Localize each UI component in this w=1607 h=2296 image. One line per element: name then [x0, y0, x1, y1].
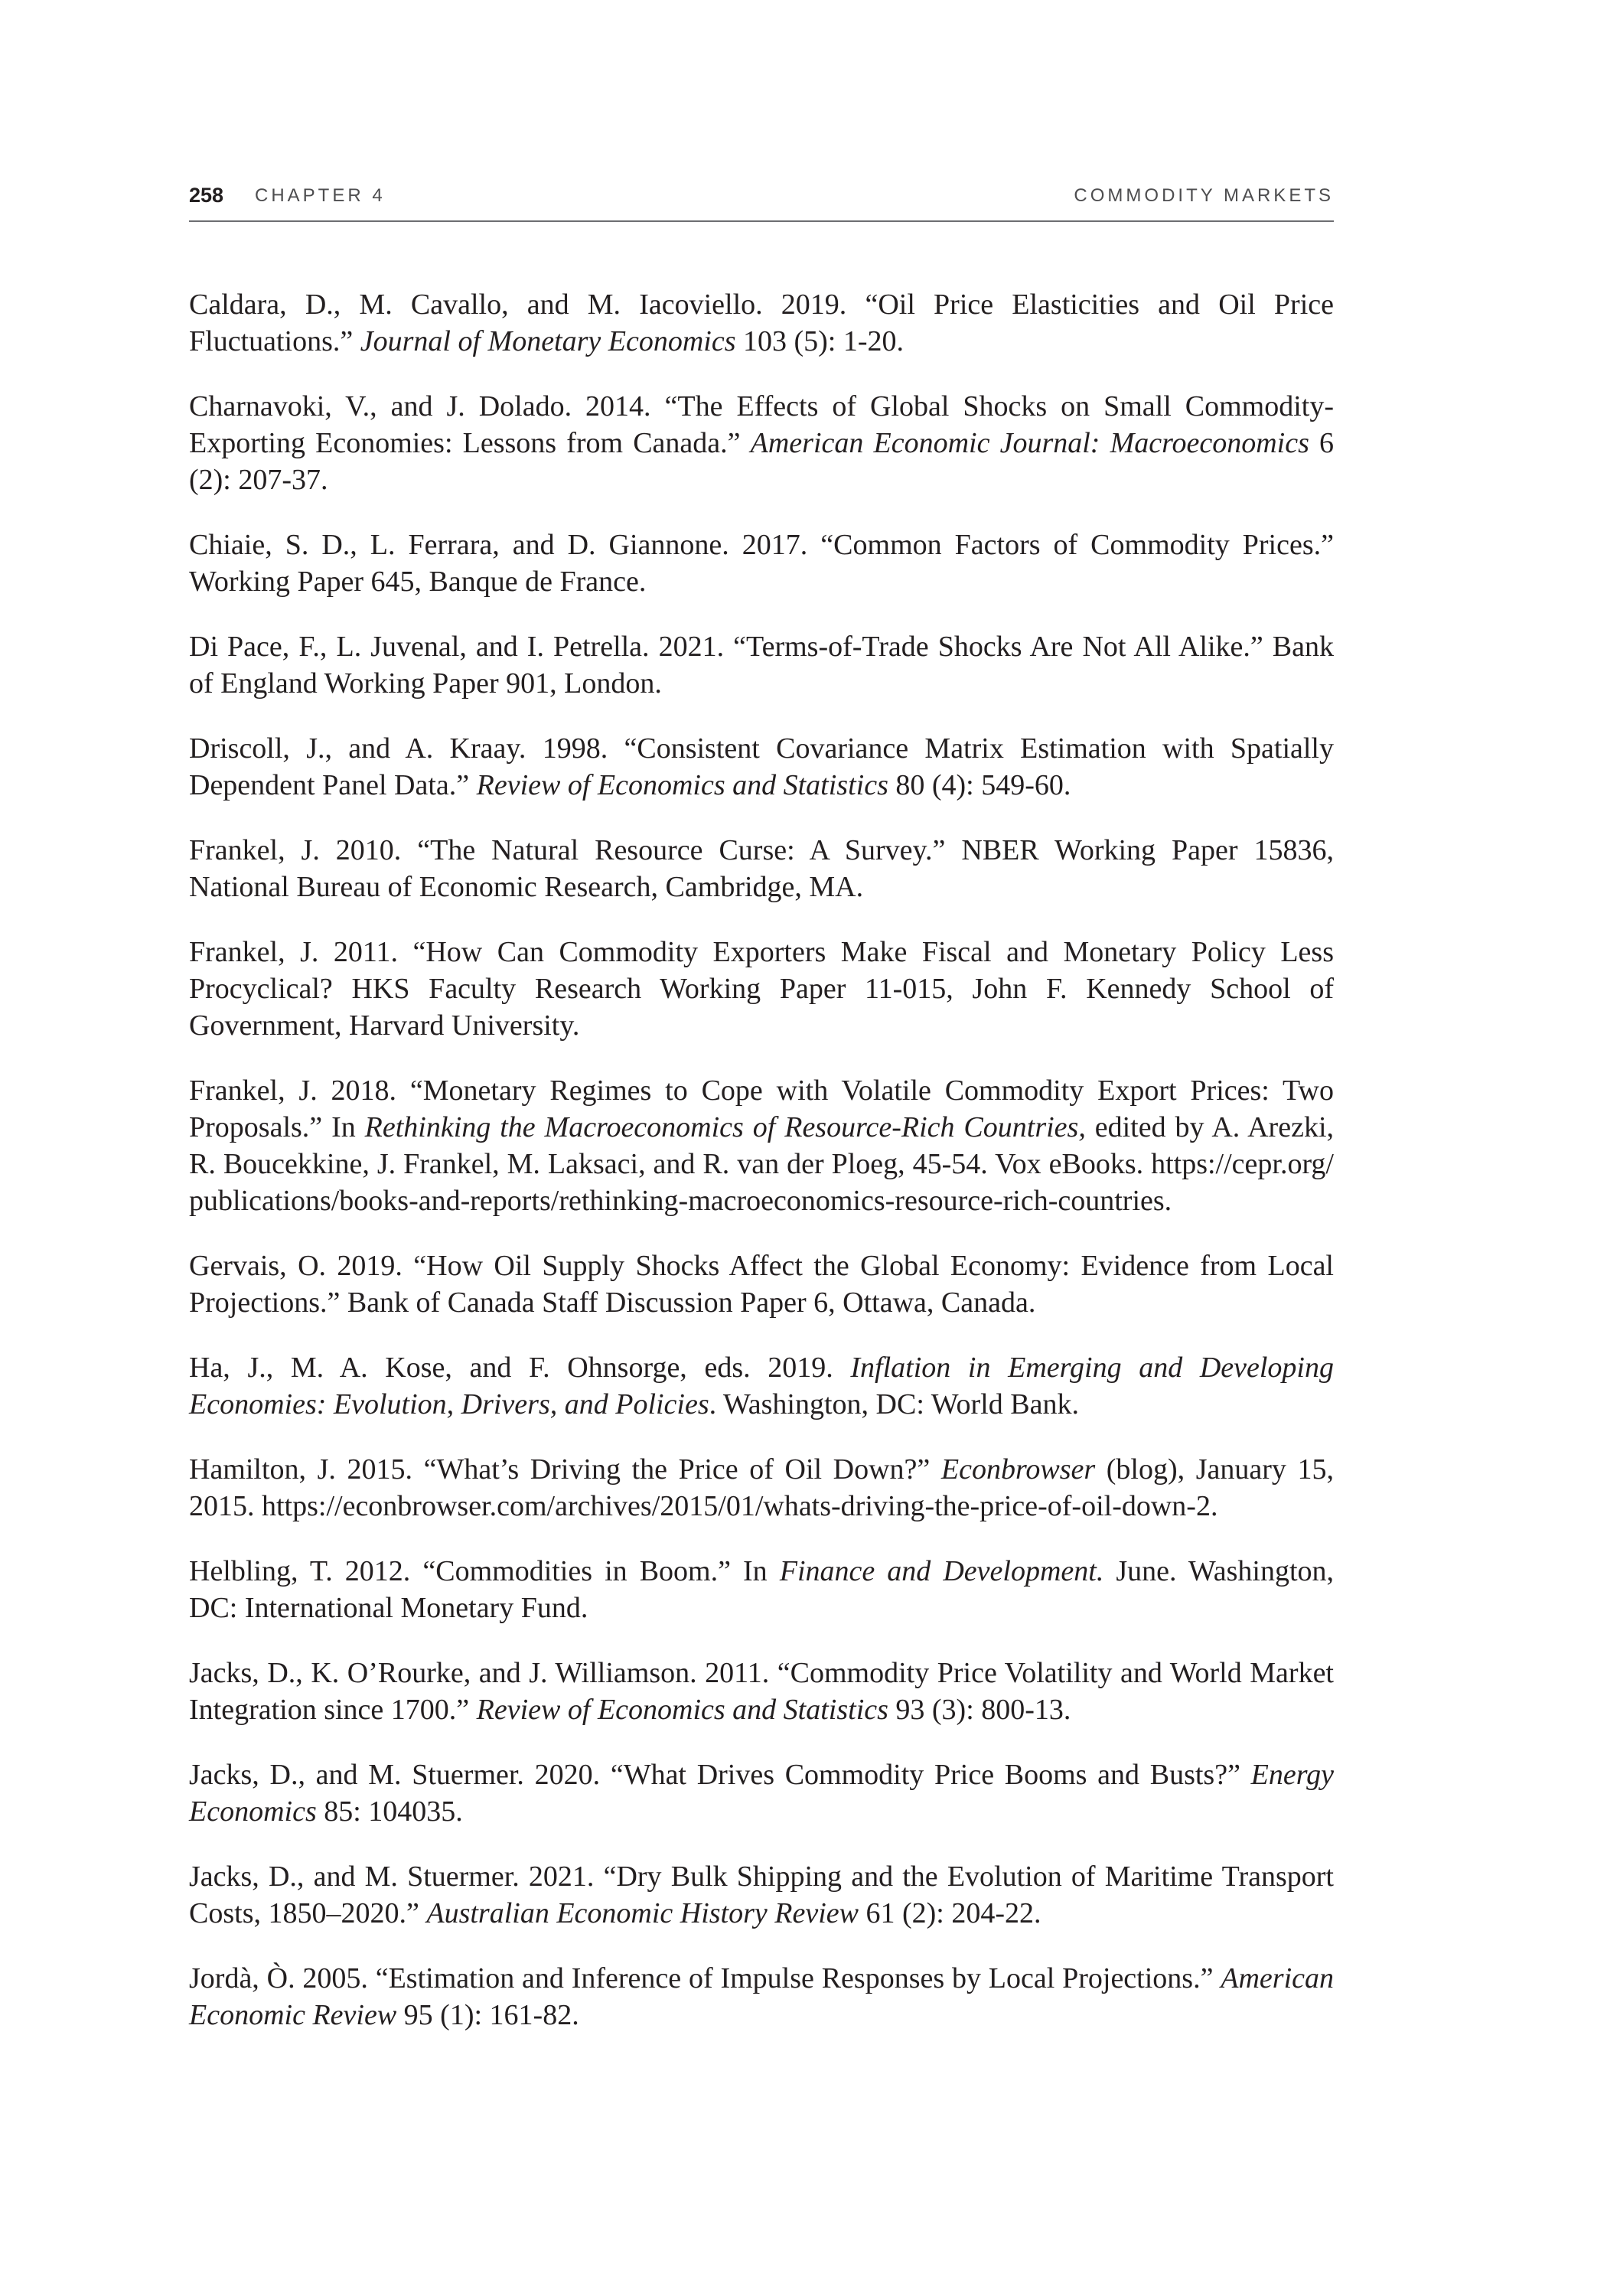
reference-entry [189, 934, 1334, 1044]
reference-text: Frankel, J. 2018. “Monetary Regimes to Cope with Volatile Commodity Export Prices: Two Proposals.” In [189, 1075, 1334, 1143]
reference-text: Frankel, J. 2011. “How Can Commodity Exporters Make Fiscal and Monetary Policy Less Procyclical? HKS Faculty Research Working Paper 11-015, John F. Kennedy School of Government, Harvard University. [189, 936, 1334, 1042]
reference-entry [189, 628, 1334, 702]
reference-details: 61 (2): 204-22. [858, 1897, 1041, 1929]
reference-journal: Review of Economics and Statistics [476, 1694, 888, 1726]
reference-text: Jordà, Ò. 2005. “Estimation and Inference of Impulse Responses by Local Projections.” [189, 1962, 1221, 1994]
reference-text: Helbling, T. 2012. “Commodities in Boom.” In [189, 1555, 780, 1587]
reference-details: . Washington, DC: World Bank. [709, 1388, 1079, 1420]
reference-journal: Review of Economics and Statistics [476, 769, 888, 801]
page-number: 258 [189, 184, 224, 207]
running-header [189, 182, 1334, 222]
reference-journal: American Economic Journal: Macroeconomics [750, 427, 1309, 459]
reference-entry [189, 1349, 1334, 1423]
reference-journal: Econbrowser [940, 1453, 1096, 1486]
reference-entry [189, 1756, 1334, 1830]
reference-details: 93 (3): 800-13. [888, 1694, 1071, 1726]
reference-text: Di Pace, F., L. Juvenal, and I. Petrella. 2021. “Terms-of-Trade Shocks Are Not All Alike.” Bank of England Working Paper 901, London. [189, 631, 1334, 700]
reference-list [189, 286, 1334, 2062]
reference-entry [189, 1655, 1334, 1728]
reference-entry [189, 286, 1334, 360]
reference-url[interactable]: https://econbrowser.com/archives/2015/01/whats-driving-the-price-of-oil-down-2. [262, 1490, 1218, 1522]
reference-entry [189, 388, 1334, 498]
reference-details: 103 (5): 1-20. [735, 325, 905, 357]
reference-entry [189, 1960, 1334, 2033]
reference-text: Jacks, D., and M. Stuermer. 2021. “Dry Bulk Shipping and the Evolution of Maritime Transport Costs, 1850–2020.” [189, 1861, 1334, 1929]
reference-details: edited by A. Arezki, R. Boucekkine, J. Frankel, M. Laksaci, and R. van der Ploeg, 45-54. Vox eBooks. [189, 1111, 1334, 1180]
reference-text: Driscoll, J., and A. Kraay. 1998. “Consistent Covariance Matrix Estimation with Spatially Dependent Panel Data.” [189, 732, 1334, 801]
reference-entry [189, 527, 1334, 600]
reference-journal: Rethinking the Macroeconomics of Resource-Rich Countries, [364, 1111, 1086, 1143]
reference-text: Gervais, O. 2019. “How Oil Supply Shocks Affect the Global Economy: Evidence from Local Projections.” Bank of Canada Staff Discussion Paper 6, Ottawa, Canada. [189, 1250, 1334, 1319]
reference-details: 85: 104035. [316, 1795, 463, 1828]
reference-text: Frankel, J. 2010. “The Natural Resource Curse: A Survey.” NBER Working Paper 15836, National Bureau of Economic Research, Cambridge, MA. [189, 834, 1334, 903]
reference-text: Ha, J., M. A. Kose, and F. Ohnsorge, eds. 2019. [189, 1352, 851, 1384]
section-label: COMMODITY MARKETS [1074, 185, 1334, 206]
reference-entry [189, 730, 1334, 804]
reference-text: Chiaie, S. D., L. Ferrara, and D. Giannone. 2017. “Common Factors of Commodity Prices.” Working Paper 645, Banque de France. [189, 529, 1334, 598]
reference-entry [189, 1858, 1334, 1932]
reference-journal: Australian Economic History Review [426, 1897, 859, 1929]
reference-details: 80 (4): 549-60. [888, 769, 1071, 801]
reference-journal: Inflation in Emerging and Developing Economies: Evolution, Drivers, and Policies [189, 1352, 1334, 1420]
reference-entry [189, 1247, 1334, 1321]
reference-details: June. Washington, DC: International Monetary Fund. [189, 1555, 1335, 1624]
reference-url[interactable]: https://cepr.org/publications/books-and-reports/rethinking-macroeconomics-resource-rich-countries. [189, 1148, 1334, 1217]
reference-entry [189, 1553, 1334, 1626]
reference-entry [189, 1451, 1334, 1525]
chapter-label: CHAPTER 4 [255, 185, 386, 206]
reference-details: 95 (1): 161-82. [396, 1999, 579, 2031]
reference-details: 6 (2): 207-37. [189, 427, 1335, 496]
reference-details: (blog), January 15, 2015. [189, 1453, 1335, 1522]
reference-entry [189, 832, 1334, 905]
reference-text: Hamilton, J. 2015. “What’s Driving the Price of Oil Down?” [189, 1453, 941, 1486]
reference-text: Charnavoki, V., and J. Dolado. 2014. “The Effects of Global Shocks on Small Commodity-Exporting Economies: Lessons from Canada.” [189, 390, 1334, 459]
reference-journal: American Economic Review [189, 1962, 1334, 2031]
reference-text: Jacks, D., and M. Stuermer. 2020. “What Drives Commodity Price Booms and Busts?” [189, 1759, 1251, 1791]
reference-journal: Energy Economics [189, 1759, 1334, 1828]
reference-text: Caldara, D., M. Cavallo, and M. Iacoviello. 2019. “Oil Price Elasticities and Oil Price Fluctuations.” [189, 289, 1334, 357]
reference-text: Jacks, D., K. O’Rourke, and J. Williamson. 2011. “Commodity Price Volatility and World Market Integration since 1700.” [189, 1657, 1334, 1726]
reference-entry [189, 1072, 1334, 1219]
reference-journal: Journal of Monetary Economics [360, 325, 736, 357]
reference-journal: Finance and Development. [779, 1555, 1104, 1587]
